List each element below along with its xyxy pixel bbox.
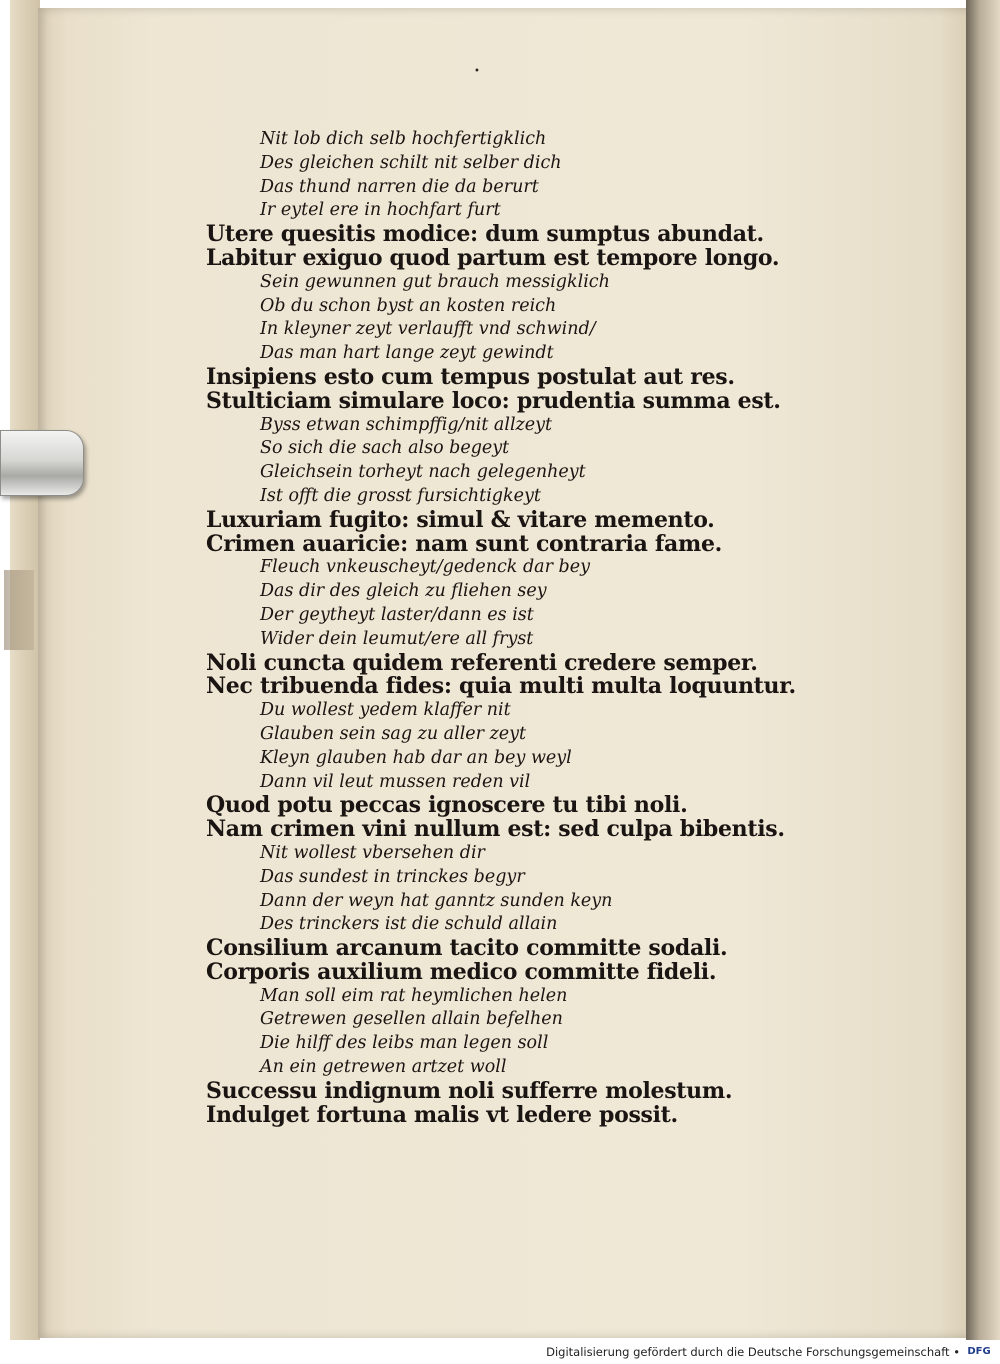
- german-verse-line: Das dir des gleich zu fliehen sey: [260, 581, 547, 602]
- german-verse-line: Dann vil leut mussen reden vil: [260, 771, 531, 792]
- latin-verse-line: Successu indignum noli sufferre molestum.: [206, 1077, 733, 1104]
- latin-verse-line: Quod potu peccas ignoscere tu tibi noli.: [206, 792, 688, 819]
- german-verse-line: Glauben sein sag zu aller zeyt: [260, 723, 527, 744]
- german-verse-line: Nit wollest vbersehen dir: [260, 842, 485, 863]
- footer-credit: Digitalisierung gefördert durch die Deutsche Forschungsgemeinschaft •: [546, 1345, 960, 1359]
- german-verse-line: Byss etwan schimpffig/nit allzeyt: [260, 414, 553, 435]
- german-verse-line: Des gleichen schilt nit selber dich: [260, 152, 562, 173]
- german-verse-line: Ist offt die grosst fursichtigkeyt: [260, 485, 541, 506]
- german-verse-line: Ir eytel ere in hochfart furt: [260, 200, 501, 221]
- german-verse-line: Das thund narren die da berurt: [260, 176, 539, 197]
- german-verse-line: Des trinckers ist die schuld allain: [260, 914, 558, 935]
- german-verse-line: Getrewen gesellen allain befelhen: [260, 1009, 563, 1030]
- dfg-logo-icon: DFG: [967, 1346, 991, 1357]
- german-verse-line: In kleyner zeyt verlaufft vnd schwind/: [260, 319, 596, 340]
- latin-verse-line: Labitur exiguo quod partum est tempore longo.: [206, 244, 780, 271]
- latin-verse-line: Consilium arcanum tacito committe sodali.: [206, 935, 728, 962]
- footer-bar: [0, 1340, 1000, 1364]
- german-verse-line: Gleichsein torheyt nach gelegenheyt: [260, 462, 586, 483]
- latin-verse-line: Noli cuncta quidem referenti credere semper.: [206, 649, 758, 676]
- german-verse-line: An ein getrewen artzet woll: [260, 1057, 507, 1078]
- german-verse-line: Du wollest yedem klaffer nit: [260, 700, 511, 721]
- german-verse-line: Der geytheyt laster/dann es ist: [260, 604, 534, 625]
- page-stack-edge: [10, 0, 40, 1340]
- latin-verse-line: Stulticiam simulare loco: prudentia summa est.: [206, 387, 781, 414]
- german-verse-line: Man soll eim rat heymlichen helen: [260, 985, 568, 1006]
- latin-verse-line: Nec tribuenda fides: quia multi multa loquuntur.: [206, 673, 796, 700]
- german-verse-line: Dann der weyn hat ganntz sunden keyn: [260, 890, 613, 911]
- german-verse-line: Das sundest in trinckes begyr: [260, 866, 525, 887]
- page-shadow-mark: [4, 570, 34, 650]
- german-verse-line: Sein gewunnen gut brauch messigklich: [260, 271, 610, 292]
- latin-verse-line: Utere quesitis modice: dum sumptus abundat.: [206, 221, 764, 248]
- german-verse-line: Fleuch vnkeuscheyt/gedenck dar bey: [260, 557, 590, 578]
- latin-verse-line: Insipiens esto cum tempus postulat aut res.: [206, 363, 735, 390]
- latin-verse-line: Indulget fortuna malis vt ledere possit.: [206, 1101, 678, 1128]
- book-gutter: [966, 0, 1000, 1340]
- latin-verse-line: Crimen auaricie: nam sunt contraria fame.: [206, 530, 723, 557]
- latin-verse-line: Nam crimen vini nullum est: sed culpa bibentis.: [206, 816, 785, 843]
- german-verse-line: Nit lob dich selb hochfertigklich: [260, 129, 547, 149]
- german-verse-line: Ob du schon byst an kosten reich: [260, 295, 557, 316]
- glass-page-weight: [0, 430, 84, 496]
- page-mark: •: [474, 66, 480, 77]
- german-verse-line: Die hilff des leibs man legen soll: [260, 1033, 549, 1054]
- text-block: [206, 128, 796, 1128]
- german-verse-line: Das man hart lange zeyt gewindt: [260, 343, 554, 364]
- german-verse-line: Kleyn glauben hab dar an bey weyl: [260, 747, 572, 768]
- german-verse-line: Wider dein leumut/ere all fryst: [260, 628, 534, 649]
- latin-verse-line: Corporis auxilium medico committe fideli.: [206, 958, 717, 985]
- latin-verse-line: Luxuriam fugito: simul & vitare memento.: [206, 506, 715, 533]
- german-verse-line: So sich die sach also begeyt: [260, 438, 510, 459]
